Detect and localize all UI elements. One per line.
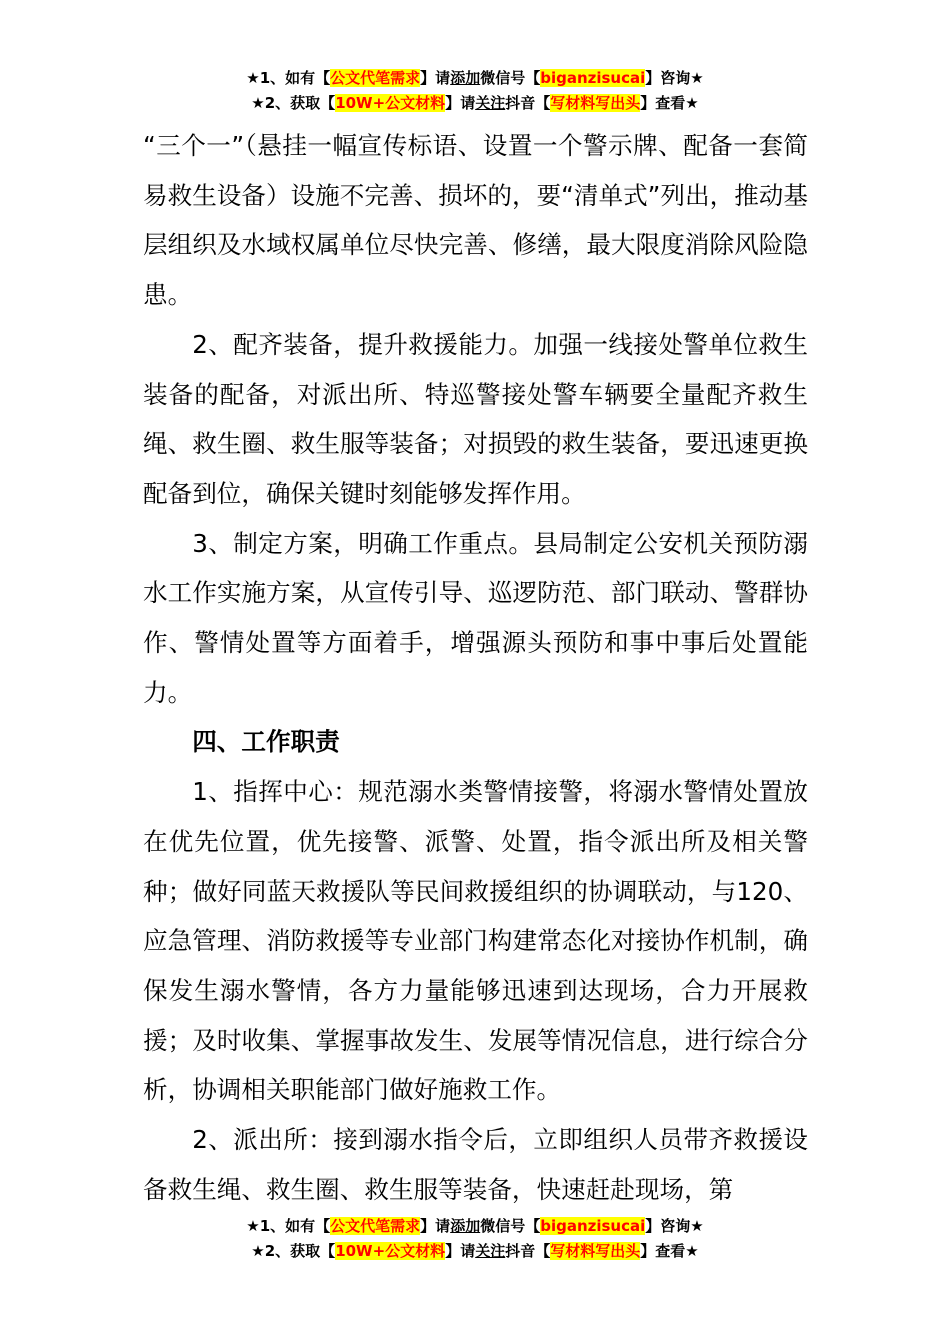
banner-text: ★2、获取【 — [251, 94, 336, 112]
banner-text: 】请 — [420, 69, 451, 87]
banner-text: 】咨询★ — [645, 1217, 704, 1235]
banner-underline: 关注 — [475, 1242, 506, 1260]
banner-text: 】请 — [445, 94, 476, 112]
banner-text: 抖音【 — [505, 94, 551, 112]
banner-text: 微信号【 — [480, 69, 541, 87]
paragraph-equipment: 2、配齐装备，提升救援能力。加强一线接处警单位救生装备的配备，对派出所、特巡警接处警车辆要全量配齐救生绳、救生圈、救生服等装备；对损毁的救生装备，要迅速更换配备到位，确保关键时刻能够发挥作用。 — [143, 329, 808, 508]
banner-text: 抖音【 — [505, 1242, 551, 1260]
banner-text: ★2、获取【 — [251, 1242, 336, 1260]
banner-text: 】请 — [445, 1242, 476, 1260]
banner-highlight: 写材料写出头 — [550, 94, 641, 112]
header-banner — [0, 66, 950, 116]
banner-line-2 — [0, 1239, 950, 1264]
paragraph-continuation: “三个一”（悬挂一幅宣传标语、设置一个警示牌、配备一套简易救生设备）设施不完善、损坏的，要“清单式”列出，推动基层组织及水域权属单位尽快完善、修缮，最大限度消除风险隐患。 — [143, 131, 808, 310]
paragraph-police-station: 2、派出所：接到溺水指令后，立即组织人员带齐救援设备救生绳、救生圈、救生服等装备，快速赶赴现场，第 — [143, 1125, 808, 1204]
paragraph-plan: 3、制定方案，明确工作重点。县局制定公安机关预防溺水工作实施方案，从宣传引导、巡逻防范、部门联动、警群协作、警情处置等方面着手，增强源头预防和事中事后处置能力。 — [143, 528, 808, 707]
paragraph-command-center: 1、指挥中心：规范溺水类警情接警，将溺水警情处置放在优先位置，优先接警、派警、处置，指令派出所及相关警种；做好同蓝天救援队等民间救援组织的协调联动，与120、应急管理、消防救援等专业部门构建常态化对接协作机制，确保发生溺水警情，各方力量能够迅速到达现场，合力开展救援；及时收集、掌握事故发生、发展等情况信息，进行综合分析，协调相关职能部门做好施救工作。 — [143, 777, 808, 1105]
document-body — [143, 121, 808, 1214]
banner-text: ★1、如有【 — [246, 1217, 331, 1235]
banner-highlight: biganzisucai — [540, 1217, 646, 1235]
section-heading: 四、工作职责 — [192, 727, 340, 757]
banner-highlight: 写材料写出头 — [550, 1242, 641, 1260]
banner-underline: 添加 — [450, 69, 481, 87]
banner-underline: 关注 — [475, 94, 506, 112]
banner-highlight: 10W+公文材料 — [335, 94, 446, 112]
banner-highlight: 公文代笔需求 — [330, 69, 421, 87]
banner-text: 】请 — [420, 1217, 451, 1235]
banner-highlight: biganzisucai — [540, 69, 646, 87]
banner-line-1 — [0, 1214, 950, 1239]
banner-text: 微信号【 — [480, 1217, 541, 1235]
banner-text: 】咨询★ — [645, 69, 704, 87]
footer-banner — [0, 1214, 950, 1264]
banner-line-2 — [0, 91, 950, 116]
banner-text: 】查看★ — [640, 1242, 699, 1260]
banner-text: ★1、如有【 — [246, 69, 331, 87]
banner-highlight: 10W+公文材料 — [335, 1242, 446, 1260]
banner-text: 】查看★ — [640, 94, 699, 112]
banner-line-1 — [0, 66, 950, 91]
banner-highlight: 公文代笔需求 — [330, 1217, 421, 1235]
banner-underline: 添加 — [450, 1217, 481, 1235]
